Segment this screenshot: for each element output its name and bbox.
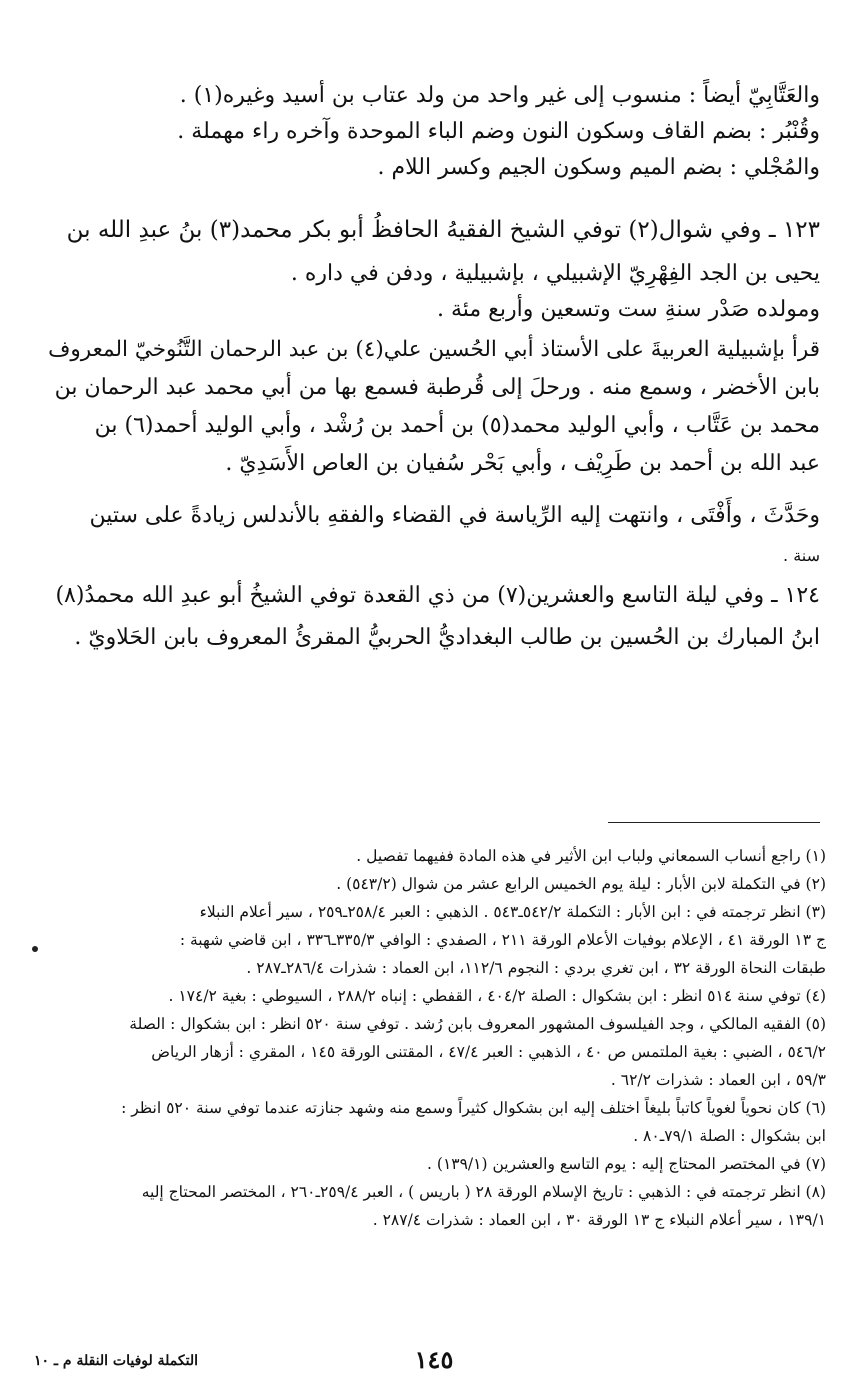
footnote-line: ابن بشكوال : الصلة ٧٩/١ـ٨٠ . [633,1127,826,1145]
footnote-5 [44,1010,826,1094]
running-title: التكملة لوفيات النقلة م ـ ١٠ [34,1353,198,1369]
footnote-1 [44,842,826,870]
footnote-line: (١) راجع أنساب السمعاني ولباب ابن الأثير في هذه المادة ففيهما تفصيل . [356,847,826,865]
text-line: ١٢٣ ـ وفي شوال(٢) توفي الشيخ الفقيهُ الحافظُ أبو بكر محمد(٣) بنُ عبدِ الله بن [66,217,820,243]
footnote-3 [44,898,826,982]
text-line: بابن الأخضر ، وسمع منه . ورحلَ إلى قُرطبة فسمع بها من أبي محمد عبد الرحمان بن [54,375,820,400]
footnote-6 [44,1094,826,1150]
text-line: قرأ بإشبيلية العربيةَ على الأستاذ أبي الحُسين علي(٤) بن عبد الرحمان التَّنُوخيّ المعروف [48,337,820,362]
footnote-line: ٥٤٦/٢ ، الضبي : بغية الملتمس ص ٤٠ ، الذهبي : العبر ٤٧/٤ ، المقتنى الورقة ١٤٥ ، المقري : أزهار الرياض [151,1043,826,1061]
footnote-line: (٨) انظر ترجمته في : الذهبي : تاريخ الإسلام الورقة ٢٨ ( باريس ) ، العبر ٢٥٩/٤ـ٢٦٠ ، المختصر المحتاج إليه [141,1183,826,1201]
footnote-line: ج ١٣ الورقة ٤١ ، الإعلام بوفيات الأعلام الورقة ٢١١ ، الصفدي : الوافي ٣٣٥/٣ـ٣٣٦ ، ابن قاضي شهبة : [179,931,826,949]
entry-mujli [48,154,820,182]
entry-123 [48,216,820,288]
footnote-line: (٧) في المختصر المحتاج إليه : يوم التاسع والعشرين (١٣٩/١) . [427,1155,826,1173]
print-speck [32,946,38,952]
footnote-4 [44,982,826,1010]
text-line: وحَدَّثَ ، وأَفْتَى ، وانتهت إليه الرِّياسة في القضاء والفقهِ بالأندلس زيادةً على ستين [89,503,820,528]
main-text [48,82,820,652]
text-line: ومولده صَدْر سنةِ ست وتسعين وأربع مئة . [436,297,820,322]
footnote-line: ٥٩/٣ ، ابن العماد : شذرات ٦٢/٢ . [610,1071,826,1089]
teaching-paragraph [48,502,820,570]
footnote-line: (٤) توفي سنة ٥١٤ انظر : ابن بشكوال : الصلة ٤٠٤/٢ ، القفطي : إنباه ٢٨٨/٢ ، السيوطي : بغية ١٧٤/٢ . [168,987,826,1005]
footnote-line: ١٣٩/١ ، سير أعلام النبلاء ج ١٣ الورقة ٣٠ ، ابن العماد : شذرات ٢٨٧/٤ . [372,1211,826,1229]
footnote-line: طبقات النحاة الورقة ٣٢ ، ابن تغري بردي : النجوم ١١٢/٦، ابن العماد : شذرات ٢٨٦/٤ـ٢٨٧ . [246,959,826,977]
footnote-line: (٢) في التكملة لابن الأبار : ليلة يوم الخميس الرابع عشر من شوال (٥٤٣/٢) . [336,875,826,893]
study-paragraph [48,336,820,478]
birth-paragraph [48,296,820,324]
footnote-2 [44,870,826,898]
footnote-7 [44,1150,826,1178]
text-line: وقُنْبُر : بضم القاف وسكون النون وضم الباء الموحدة وآخره راء مهملة . [177,119,820,144]
text-line: ابنُ المبارك بن الحُسين بن طالب البغداديُّ الحربيُّ المقرئُ المعروف بابن الحَلاويّ . [74,625,820,650]
text-line: عبد الله بن أحمد بن طَرِيْف ، وأبي بَحْر سُفيان بن العاص الأَسَدِيّ . [225,451,820,476]
footnote-line: (٦) كان نحوياً لغوياً كاتباً بليغاً اختلف إليه ابن بشكوال كثيراً وسمع منه وشهد جنازته عندما توفي سنة ٥٢٠ انظر : [121,1099,826,1117]
footnote-8 [44,1178,826,1234]
footnote-line: (٣) انظر ترجمته في : ابن الأبار : التكملة ٥٤٢/٢ـ٥٤٣ . الذهبي : العبر ٢٥٨/٤ـ٢٥٩ ، سير أعلام النبلاء [199,903,826,921]
text-line: والعَتَّابِيّ أيضاً : منسوب إلى غير واحد من ولد عتاب بن أسيد وغيره(١) . [179,83,820,108]
text-line: محمد بن عَتَّاب ، وأبي الوليد محمد(٥) بن أحمد بن رُشْد ، وأبي الوليد أحمد(٦) بن [94,413,820,438]
text-line: سنة . [783,546,820,565]
text-line: ١٢٤ ـ وفي ليلة التاسع والعشرين(٧) من ذي القعدة توفي الشيخُ أبو عبدِ الله محمدُ(٨) [55,583,820,608]
page-footer [0,1345,855,1379]
footnote-line: (٥) الفقيه المالكي ، وجد الفيلسوف المشهور المعروف بابن رُشد . توفي سنة ٥٢٠ انظر : ابن بشكوال : الصلة [129,1015,826,1033]
text-line: يحيى بن الجد الفِهْرِيّ الإشبيلي ، بإشبيلية ، ودفن في داره . [290,261,820,286]
page-number: ١٤٥ [414,1345,454,1374]
entry-qunbur [48,118,820,146]
footnotes [44,842,826,1234]
entry-attabi [48,82,820,110]
footnote-separator [608,822,820,823]
text-line: والمُجْلي : بضم الميم وسكون الجيم وكسر اللام . [377,155,820,180]
entry-124 [48,582,820,652]
